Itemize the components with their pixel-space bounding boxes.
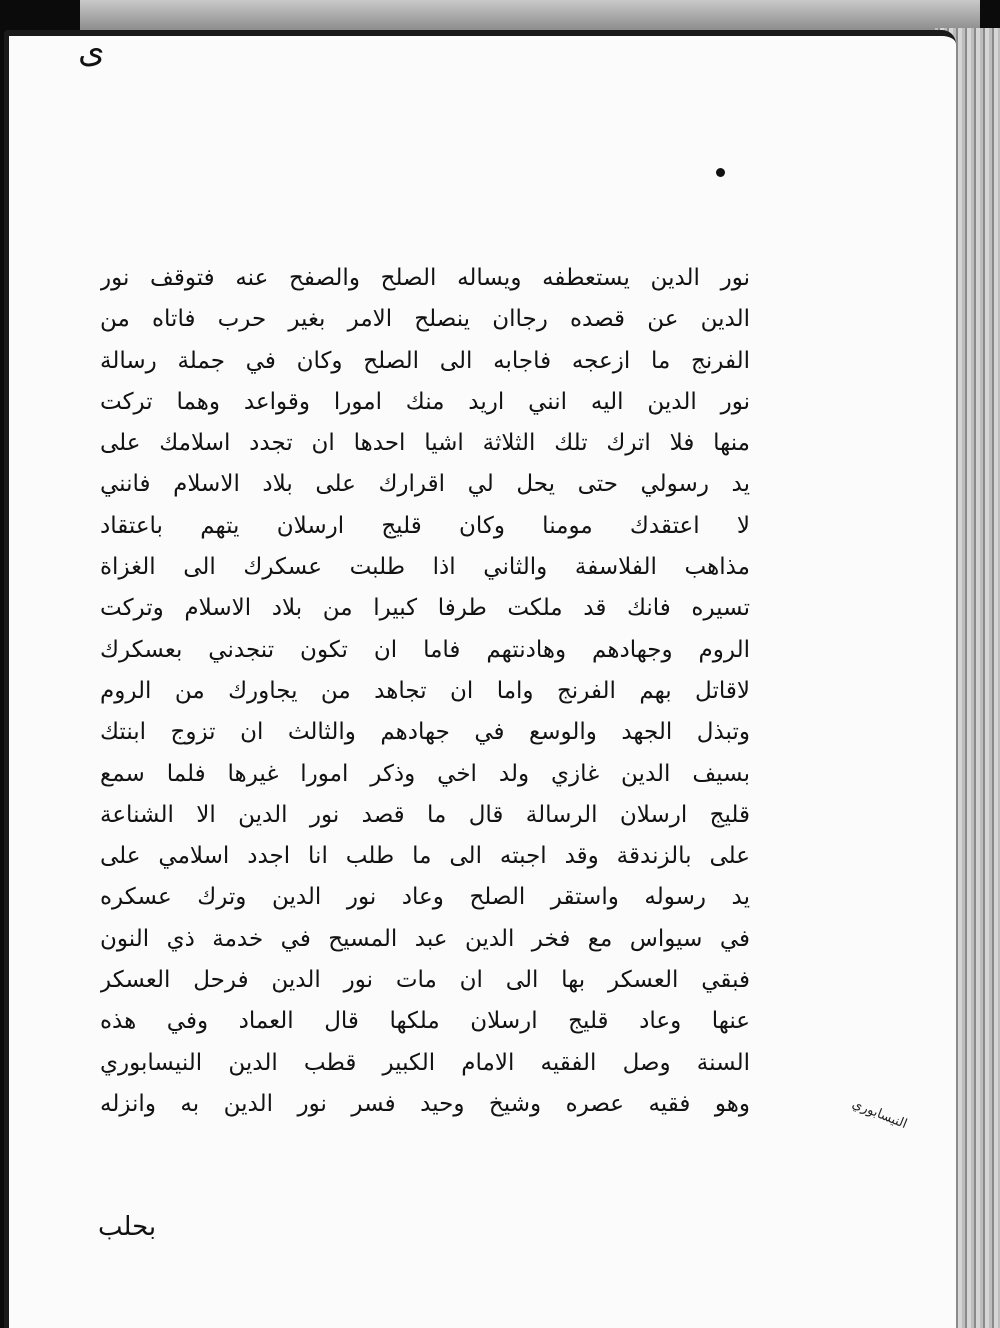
text-line: مذاهب الفلاسفة والثاني اذا طلبت عسكرك الى الغزاة [100,554,750,581]
text-line: لاقاتل بهم الفرنج واما ان تجاهد من يجاورك من الروم [100,677,750,704]
text-line: قليج ارسلان الرسالة قال ما قصد نور الدين الا الشناعة [100,801,750,828]
text-line: على بالزندقة وقد اجبته الى ما طلب انا اجدد اسلامي على [100,843,750,870]
text-line: لا اعتقدك مومنا وكان قليج ارسلان يتهم باعتقاد [100,512,750,539]
text-line: يد رسولي حتى يحل لي اقرارك على بلاد الاسلام فانني [100,471,750,498]
text-line: تسيره فانك قد ملكت طرفا كبيرا من بلاد الاسلام وتركت [100,595,750,622]
text-line: السنة وصل الفقيه الامام الكبير قطب الدين النيسابوري [100,1049,750,1076]
text-line: وتبذل الجهد والوسع في جهادهم والثالث ان تزوج ابنتك [100,719,750,746]
corner-ink-mark: ﻯ [78,31,105,71]
ink-dot [716,168,725,177]
text-line: وهو فقيه عصره وشيخ وحيد فسر نور الدين به وانزله [100,1090,750,1117]
text-line: نور الدين اليه انني اريد منك امورا وقواعد وهما تركت [100,388,750,415]
marginal-note: النيسابوري [849,1096,910,1133]
text-line: نور الدين يستعطفه ويساله الصلح والصفح عنه فتوقف نور [100,265,750,291]
text-line: الدين عن قصده رجاان ينصلح الامر بغير حرب فاتاه من [100,306,750,333]
catchword: بحلب [98,1212,157,1242]
text-block [100,258,750,1158]
text-line: الروم وجهادهم وهادنتهم فاما ان تكون تنجدني بعسكرك [100,636,750,663]
text-line: فبقي العسكر بها الى ان مات نور الدين فرحل العسكر [100,967,750,994]
text-line: في سيواس مع فخر الدين عبد المسيح في خدمة ذي النون [100,925,750,952]
text-line: منها فلا اترك تلك الثلاثة اشيا احدها ان تجدد اسلامك على [100,430,750,457]
text-line: بسيف الدين غازي ولد اخي وذكر امورا غيرها فلما سمع [100,760,750,787]
text-line: عنها وعاد قليج ارسلان ملكها قال العماد وفي هذه [100,1008,750,1035]
text-line: الفرنج ما ازعجه فاجابه الى الصلح وكان في جملة رسالة [100,347,750,374]
text-line: يد رسوله واستقر الصلح وعاد نور الدين وترك عسكره [100,884,750,911]
folio-top-edge [80,0,980,33]
